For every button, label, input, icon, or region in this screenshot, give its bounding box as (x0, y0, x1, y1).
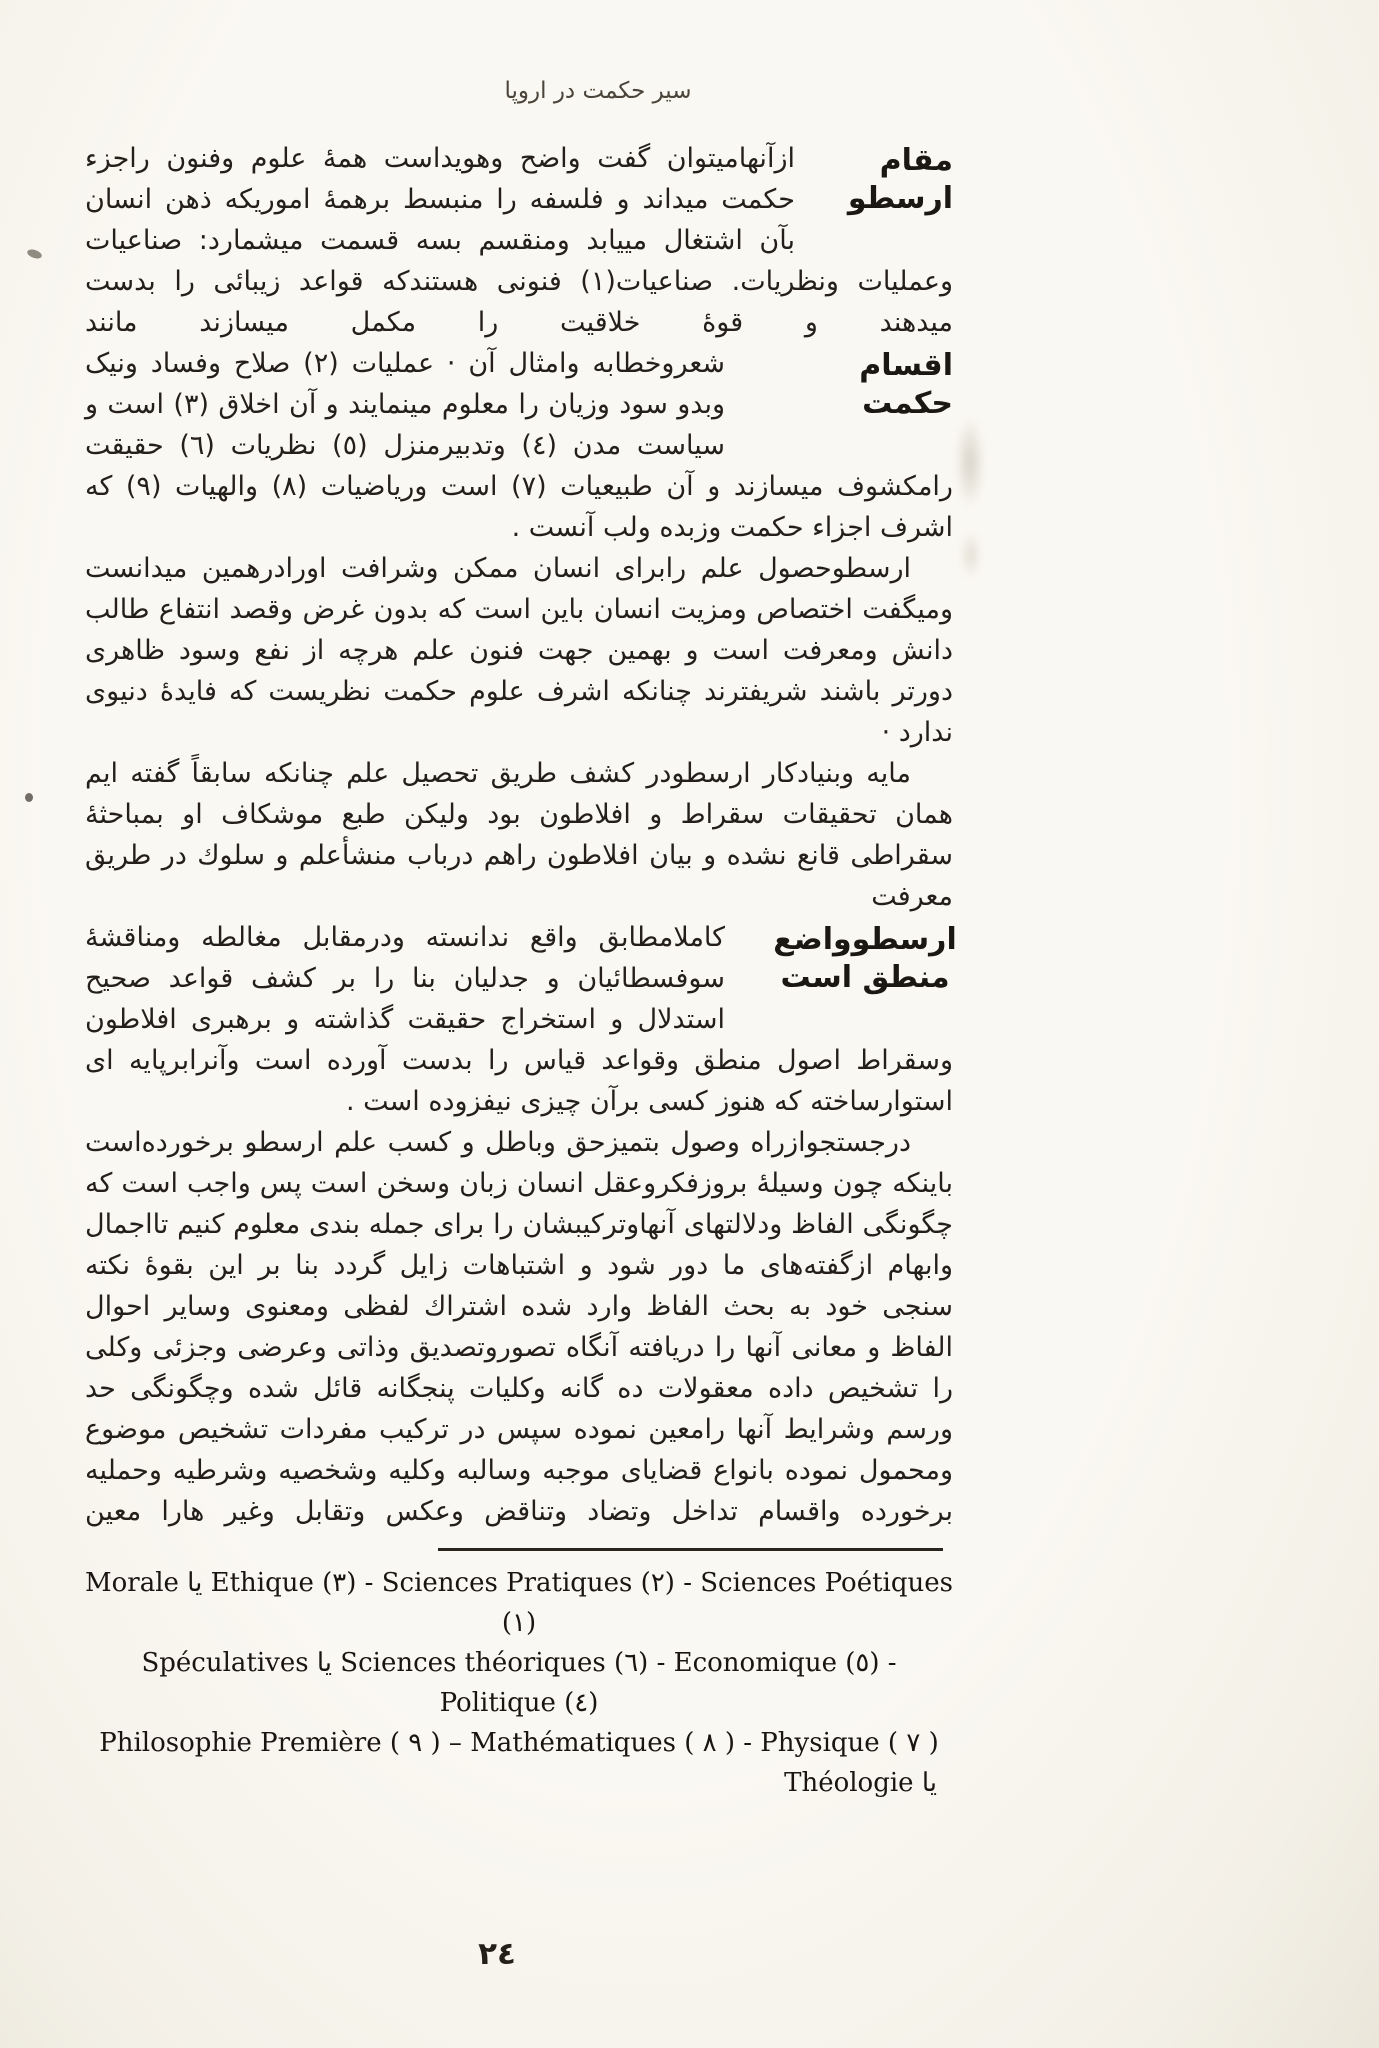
footnote-divider (438, 1548, 943, 1551)
scan-artifact-smudge (955, 415, 985, 510)
page-number: ٢٤ (478, 1936, 516, 1972)
footnotes (85, 1563, 953, 1803)
scan-artifact-smudge (960, 530, 982, 580)
main-text (85, 138, 957, 1532)
margin-heading-text: اقسام حکمت (859, 348, 953, 421)
footnote-line-4: Théologie یا (784, 1768, 937, 1798)
paragraph-block (85, 343, 953, 548)
paragraph-text: شعروخطابه وامثال آن · عملیات (٢) صلاح وفساد ونیک وبدو سود وزیان را معلوم مینمایند و آن اخلاق (٣) است و سیاست مدن (٤) وتدبیرمنزل (٥) نظریات (٦) حقیقت رامکشوف میسازند و آن طبیعیات (٧) است وریاضیات (٨) والهیات (٩) که اشرف اجزاء حکمت وزبده ولب آنست . (85, 348, 953, 543)
margin-heading-line-2: منطق است (780, 960, 950, 995)
paragraph-text: ارسطوحصول علم رابرای انسان ممکن وشرافت اورادرهمین میدانست ومیگفت اختصاص ومزیت انسان باین است که بدون غرض وقصد انتفاع طالب دانش ومعرفت است و بهمین جهت فنون علم هرچه از نفع وسود ظاهری دورتر باشند شریفترند چنانکه اشرف علوم حکمت نظریست که فایدهٔ دنیوی ندارد · (85, 553, 953, 748)
margin-heading-aqsam-hekmat (725, 343, 953, 427)
footnote-line-3: Philosophie Première ( ٩ ) – Mathématiques ( ٨ ) - Physique ( ٧ ) (99, 1728, 939, 1758)
paragraph-block (85, 917, 957, 1122)
margin-heading-text: مقام ارسطو (847, 143, 953, 216)
paragraph-text: ازآنهامیتوان گفت واضح وهویداست همهٔ علوم وفنون راجزء حکمت میداند و فلسفه را منبسط برهمهٔ اموریکه ذهن انسان بآن اشتغال مییابد ومنقسم بسه قسمت میشمارد: صناعیات وعملیات ونظریات. صناعیات(١) فنونی هستندکه قواعد زیبائی را بدست میدهند و قوهٔ خلاقیت را مکمل میسازند مانند (85, 143, 953, 338)
margin-heading-line-1: ارسطوواضع (773, 922, 957, 957)
paragraph-block (85, 753, 953, 917)
running-header: سیر حکمت در اروپا (504, 78, 692, 104)
footnote-line-1: Morale یا Ethique (٣) - Sciences Pratiques (٢) - Sciences Poétiques (١) (85, 1568, 953, 1638)
paragraph-block (85, 1122, 953, 1532)
paragraph-text: درجستجوازراه وصول بتمیزحق وباطل و کسب علم ارسطو برخورده‌است باینکه چون وسیلهٔ بروزفکروعقل انسان زبان وسخن است پس واجب است که چگونگی الفاظ ودلالتهای آنهاوترکیبشان را برای جمله بندی معلوم کنیم تااجمال وابهام ازگفته‌های ما دور شود و اشتباهات زایل گردد بنا بر این بقوهٔ نکته سنجی خود به بحث الفاظ وارد شده اشتراك لفظی ومعنوی وسایر احوال الفاظ و معانی آنها را دریافته آنگاه تصوروتصدیق وذاتی وعرضی وجزئی وکلی را تشخیص داده معقولات ده گانه وکلیات پنجگانه قائل شده وچگونگی حد ورسم وشرایط آنها رامعین نموده سپس در ترکیب مفردات تشخیص موضوع ومحمول نموده بانواع قضایای موجبه وسالبه وکلیه وشخصیه وشرطیه وحملیه برخورده واقسام تداخل وتضاد وتناقض وعکس وتقابل وغیر هارا معین (85, 1127, 953, 1527)
paragraph-text: مایه وبنیادکار ارسطودر کشف طریق تحصیل علم چنانکه سابقاً گفته ایم همان تحقیقات سقراط و افلاطون بود ولیکن طبع موشکاف او بمباحثهٔ سقراطی قانع نشده و بیان افلاطون راهم درباب منشأعلم و سلوك در طریق معرفت (85, 758, 953, 912)
margin-heading-maqam-arastu (795, 138, 953, 222)
paragraph-block (85, 548, 953, 753)
page-content (85, 78, 957, 1803)
margin-heading-arastu-vaze-manteq (725, 917, 957, 1001)
scan-artifact-speck (26, 248, 43, 260)
footnote-line-2: Spéculatives یا Sciences théoriques (٦) - Economique (٥) -Politique (٤) (141, 1648, 897, 1718)
paragraph-block (85, 138, 953, 343)
scan-artifact-speck (25, 793, 33, 802)
paragraph-text: کاملامطابق واقع ندانسته ودرمقابل مغالطه ومناقشهٔ سوفسطائیان و جدلیان بنا را بر کشف قواعد صحیح استدلال و استخراج حقیقت گذاشته و برهبری افلاطون وسقراط اصول منطق وقواعد قیاس را بدست آورده است وآنرابرپایه ای استوارساخته که هنوز کسی برآن چیزی نیفزوده است . (85, 922, 953, 1117)
